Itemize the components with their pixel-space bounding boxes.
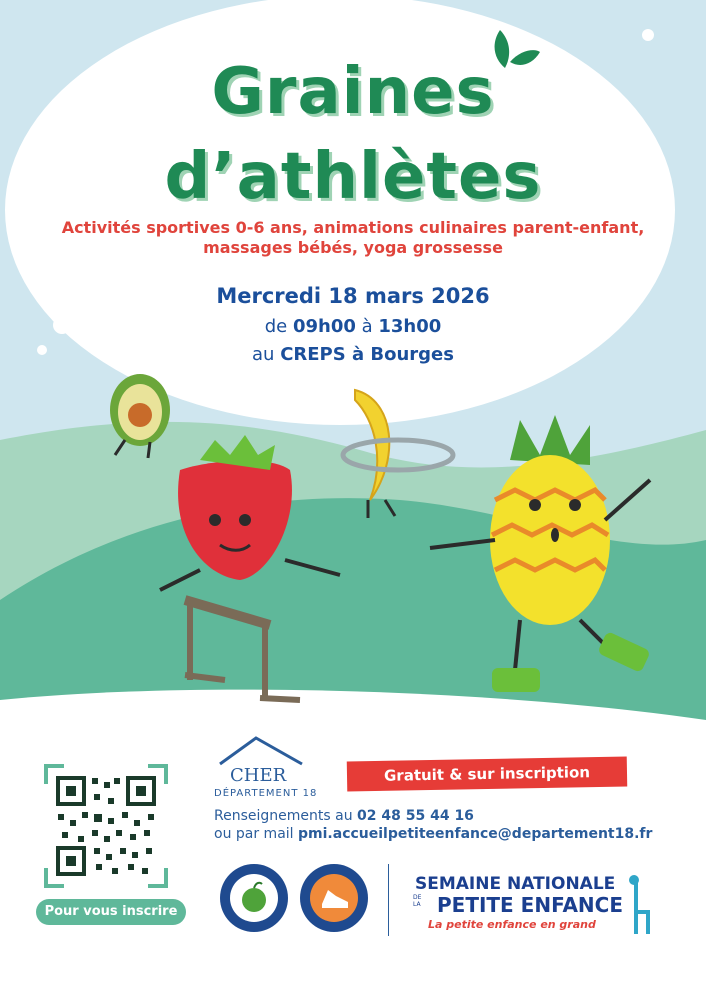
qr-code-icon[interactable] [44, 764, 168, 888]
hours-start: 09h00 [292, 316, 356, 337]
cher-logo-name: CHER [230, 765, 287, 786]
event-hours [0, 316, 706, 337]
apple-icon [242, 888, 266, 912]
hours-mid: à [355, 316, 379, 337]
contact-phone-line [214, 808, 474, 824]
title-line-1: Graines [211, 55, 495, 129]
place-prefix: au [252, 344, 281, 365]
phone-number: 02 48 55 44 16 [357, 808, 474, 824]
snpe-title-line-1: SEMAINE NATIONALE [415, 874, 616, 894]
hours-prefix: de [264, 316, 293, 337]
giraffe-icon [622, 872, 658, 938]
prevention-seal-apple [218, 862, 290, 934]
mail-prefix: ou par mail [214, 826, 299, 842]
cher-logo-dept: DÉPARTEMENT 18 [214, 788, 318, 799]
cher-logo-roof-icon [216, 734, 306, 766]
cloud-dot [642, 29, 654, 41]
subtitle-line-2: massages bébés, yoga grossesse [203, 238, 503, 257]
event-date: Mercredi 18 mars 2026 [216, 284, 490, 308]
snpe-de-la: DE LA [413, 894, 422, 908]
footer-separator [388, 864, 389, 936]
place-name: CREPS à Bourges [280, 344, 454, 365]
subtitle-line-1: Activités sportives 0-6 ans, animations culinaires parent-enfant, [61, 218, 645, 237]
contact-mail-line [214, 826, 652, 842]
free-registration-badge: Gratuit & sur inscription [347, 757, 627, 792]
phone-prefix: Renseignements au [214, 808, 358, 824]
event-place [0, 344, 706, 365]
prevention-seal-shoe [298, 862, 370, 934]
subtitle [0, 218, 706, 258]
hours-end: 13h00 [378, 316, 442, 337]
snpe-tagline: La petite enfance en grand [428, 918, 596, 931]
title-line-2: d’athlètes [164, 140, 542, 214]
mail-address[interactable]: pmi.accueilpetiteenfance@departement18.fr [298, 826, 653, 842]
register-button[interactable]: Pour vous inscrire [36, 899, 186, 925]
snpe-title-line-2: PETITE ENFANCE [437, 893, 623, 917]
